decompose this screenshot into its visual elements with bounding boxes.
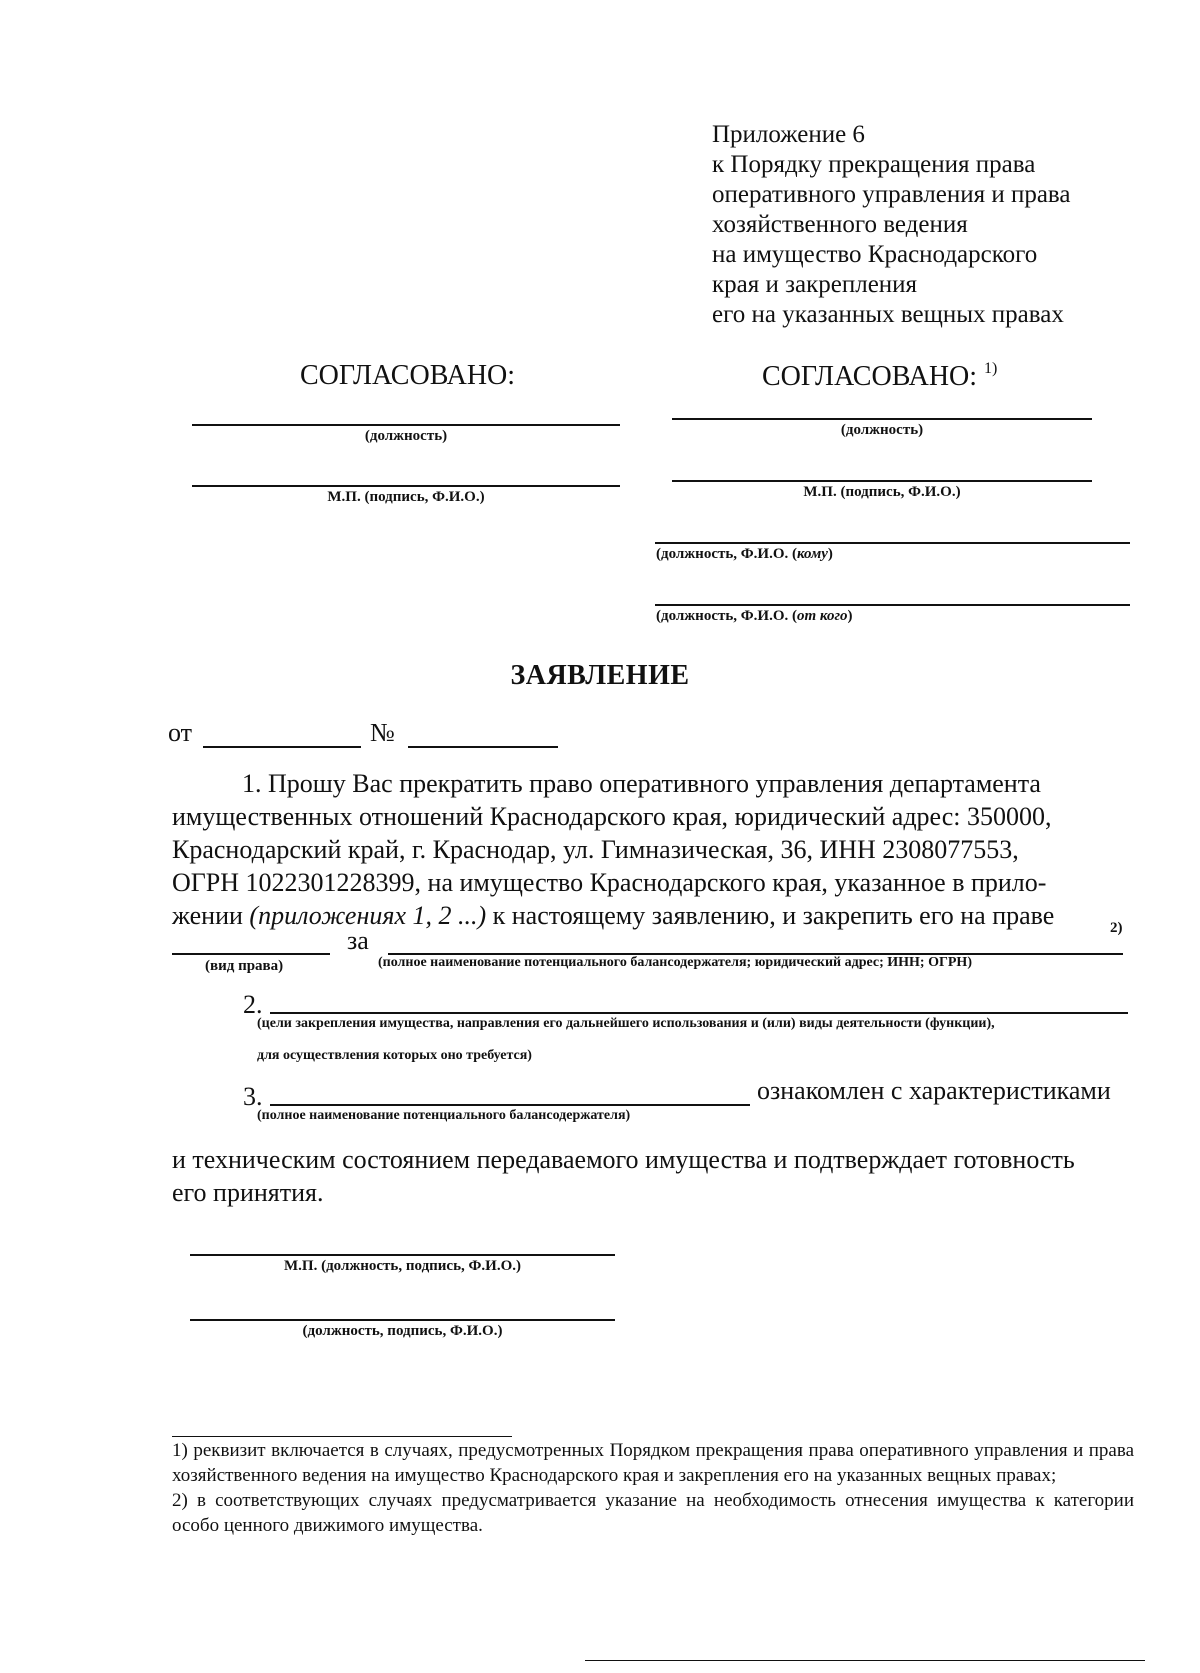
holder-caption: (полное наименование потенциального балансодержателя; юридический адрес; ИНН; ОГРН) bbox=[378, 955, 972, 970]
item-3-caption: (полное наименование потенциального балансодержателя) bbox=[257, 1108, 631, 1123]
appendix-header bbox=[712, 120, 1182, 330]
paragraph-1-line: 1. Прошу Вас прекратить право оперативного управления департамента bbox=[242, 769, 1041, 798]
item-2-line bbox=[270, 1012, 1128, 1014]
addressee-caption-close: ) bbox=[827, 546, 833, 562]
left-position-line bbox=[192, 424, 620, 426]
item-3-number: 3. bbox=[243, 1082, 263, 1111]
right-position-caption: (должность) bbox=[840, 422, 924, 438]
appendix-line: на имущество Краснодарского bbox=[712, 241, 1038, 268]
footnote-2: 2) в соответствующих случаях предусматривается указание на необходимость отнесения имущества к категории особо ценного движимого имущества. bbox=[172, 1490, 1134, 1536]
left-signature-caption: М.П. (подпись, Ф.И.О.) bbox=[327, 489, 485, 505]
number-line bbox=[408, 746, 558, 748]
addressee-from-line bbox=[655, 604, 1130, 606]
paragraph-1-line: имущественных отношений Краснодарского края, юридический адрес: 350000, bbox=[172, 802, 1052, 831]
item-2-caption-line2: для осуществления которых оно требуется) bbox=[257, 1048, 532, 1063]
item-2-number: 2. bbox=[243, 990, 263, 1019]
addressee-to-caption bbox=[656, 546, 833, 563]
appendix-line: к Порядку прекращения права bbox=[712, 151, 1036, 178]
document-title: ЗАЯВЛЕНИЕ bbox=[510, 660, 690, 691]
addressee-from-caption-text: (должность, Ф.И.О. ( bbox=[656, 608, 797, 624]
date-number-row bbox=[168, 718, 192, 748]
date-line bbox=[203, 746, 361, 748]
right-position-line bbox=[672, 418, 1092, 420]
footnotes bbox=[172, 1438, 1134, 1538]
date-label: от bbox=[168, 718, 193, 747]
appendix-line: края и закрепления bbox=[712, 271, 918, 298]
footnote-mark-1: 1) bbox=[984, 360, 998, 377]
approval-heading-left: СОГЛАСОВАНО: bbox=[300, 360, 516, 391]
right-signature-line bbox=[672, 480, 1092, 482]
appendix-line: оперативного управления и права bbox=[712, 181, 1071, 208]
number-label: № bbox=[370, 718, 395, 747]
addressee-to-caption-text: (должность, Ф.И.О. ( bbox=[656, 546, 797, 562]
item-3-continuation-line2: его принятия. bbox=[172, 1178, 324, 1207]
item-3-line bbox=[270, 1104, 750, 1106]
item-3-continuation-line1: и техническим состоянием передаваемого имущества и подтверждает готовность bbox=[172, 1145, 1075, 1174]
left-signature-line bbox=[192, 485, 620, 487]
appendix-line: его на указанных вещных правах bbox=[712, 301, 1064, 328]
paragraph-1-text: жении bbox=[172, 901, 250, 930]
signature-line-1 bbox=[190, 1254, 615, 1256]
left-position-caption: (должность) bbox=[364, 428, 448, 444]
footnote-mark-2: 2) bbox=[1110, 920, 1123, 936]
approval-heading-right bbox=[762, 360, 997, 393]
right-signature-caption: М.П. (подпись, Ф.И.О.) bbox=[803, 484, 961, 500]
paragraph-1-line: Краснодарский край, г. Краснодар, ул. Гимназическая, 36, ИНН 2308077553, bbox=[172, 835, 1019, 864]
appendix-line: хозяйственного ведения bbox=[712, 211, 968, 238]
za-label: за bbox=[347, 926, 369, 955]
signature-caption-2: (должность, подпись, Ф.И.О.) bbox=[302, 1323, 503, 1339]
appendix-line: Приложение 6 bbox=[712, 121, 865, 148]
item-3-text: ознакомлен с характеристиками bbox=[757, 1076, 1111, 1105]
right-kind-line bbox=[172, 953, 330, 955]
right-kind-caption: (вид права) bbox=[205, 958, 284, 974]
scan-bottom-line bbox=[585, 1660, 1145, 1661]
paragraph-1-text: к настоящему заявлению, и закрепить его на праве bbox=[486, 901, 1055, 930]
addressee-from-caption-italic: от кого bbox=[797, 608, 848, 624]
footnote-1: 1) реквизит включается в случаях, предусмотренных Порядком прекращения права оперативного управления и права хозяйственного ведения на имущество Краснодарского края и закрепления его на указанных вещных правах; bbox=[172, 1440, 1134, 1486]
paragraph-1-line bbox=[172, 899, 1134, 932]
addressee-caption-close: ) bbox=[847, 608, 853, 624]
signature-caption-1: М.П. (должность, подпись, Ф.И.О.) bbox=[284, 1258, 521, 1274]
signature-line-2 bbox=[190, 1319, 615, 1321]
paragraph-1-italic: (приложениях 1, 2 ...) bbox=[249, 901, 487, 930]
approval-heading-right-text: СОГЛАСОВАНО: bbox=[762, 361, 978, 392]
addressee-to-line bbox=[655, 542, 1130, 544]
addressee-from-caption bbox=[656, 608, 853, 625]
addressee-to-caption-italic: кому bbox=[797, 546, 828, 562]
paragraph-1-line: ОГРН 1022301228399, на имущество Краснодарского края, указанное в прило- bbox=[172, 868, 1047, 897]
footnote-separator bbox=[172, 1436, 512, 1437]
item-2-caption-line1: (цели закрепления имущества, направления его дальнейшего использования и (или) виды деятельности (функции), bbox=[257, 1016, 995, 1031]
paragraph-1 bbox=[172, 767, 1134, 932]
